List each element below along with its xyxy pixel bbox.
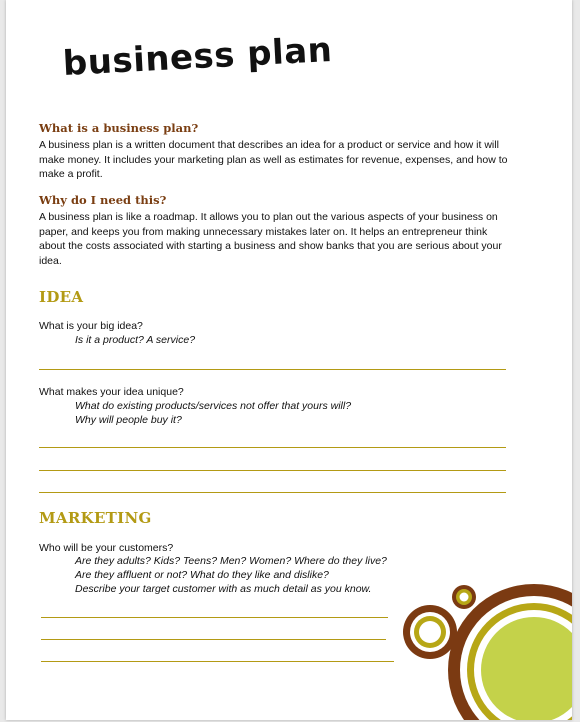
idea-question-2: What makes your idea unique? [39, 386, 184, 398]
idea-question-2-hint-1: What do existing products/services not offer that yours will? [75, 400, 352, 412]
why-need-heading: Why do I need this? [39, 193, 167, 207]
marketing-question-1-hint-3: Describe your target customer with as much detail as you know. [75, 583, 372, 595]
decorative-circles [386, 574, 572, 720]
marketing-question-1-hint-2: Are they affluent or not? What do they like and dislike? [75, 569, 329, 581]
medium-center [419, 621, 441, 643]
idea-question-2-hint-2: Why will people buy it? [75, 414, 182, 426]
answer-line[interactable] [39, 470, 506, 471]
page-title: business plan [61, 29, 334, 84]
document-page [6, 0, 572, 720]
idea-heading: IDEA [39, 288, 84, 306]
answer-line[interactable] [41, 661, 394, 662]
answer-line[interactable] [39, 369, 506, 370]
what-is-heading: What is a business plan? [39, 121, 199, 135]
answer-line[interactable] [39, 447, 506, 448]
marketing-question-1-hint-1: Are they adults? Kids? Teens? Men? Women? Where do they live? [75, 555, 387, 567]
idea-question-1-hint: Is it a product? A service? [75, 334, 196, 346]
answer-line[interactable] [41, 617, 388, 618]
small-center [460, 593, 469, 602]
answer-line[interactable] [39, 492, 506, 493]
why-need-paragraph: A business plan is like a roadmap. It allows you to plan out the various aspects of your business on paper, and keeps you from making unnecessary mistakes later on. It helps an entrepreneur think about the costs associated with starting a business and show banks that you are serious about your idea. [39, 211, 502, 267]
answer-line[interactable] [41, 639, 386, 640]
marketing-heading: MARKETING [39, 509, 152, 527]
idea-question-1: What is your big idea? [39, 320, 143, 332]
marketing-question-1: Who will be your customers? [39, 542, 174, 554]
what-is-paragraph: A business plan is a written document that describes an idea for a product or service and how it will make money. It includes your marketing plan as well as estimates for revenue, expenses, and how to make a profit. [39, 139, 508, 180]
